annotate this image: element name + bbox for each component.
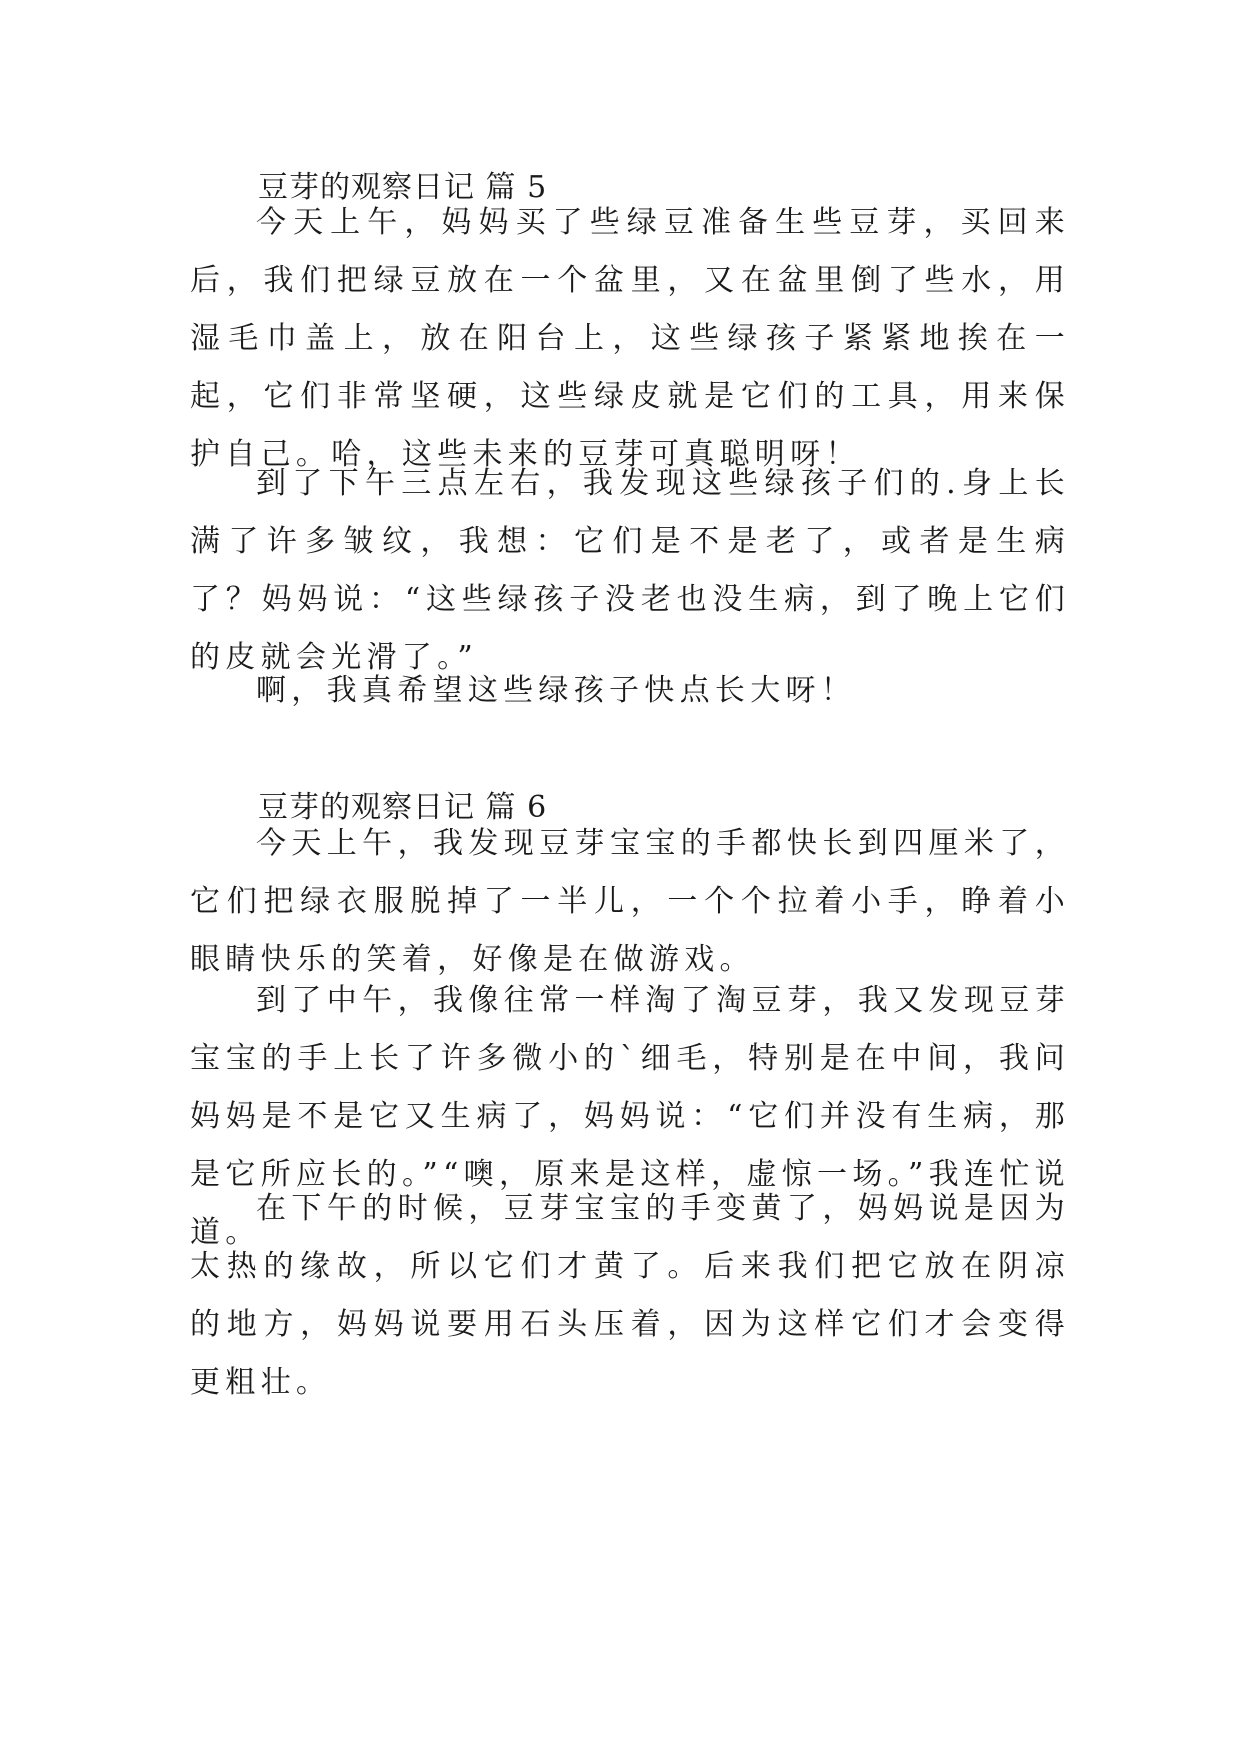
paragraph: 啊，我真希望这些绿孩子快点长大呀！	[256, 673, 857, 708]
paragraph: 今天上午，我发现豆芽宝宝的手都快长到四厘米了，它们把绿衣服脱掉了一半儿，一个个拉着小手，睁着小眼睛快乐的笑着，好像是在做游戏。	[190, 826, 1070, 977]
paragraph: 今天上午，妈妈买了些绿豆准备生些豆芽，买回来后，我们把绿豆放在一个盆里，又在盆里倒了些水，用湿毛巾盖上，放在阳台上，这些绿孩子紧紧地挨在一起，它们非常坚硬，这些绿皮就是它们的工具，用来保护自己。哈，这些未来的豆芽可真聪明呀！	[190, 205, 1070, 472]
paragraph: 到了中午，我像往常一样淘了淘豆芽，我又发现豆芽宝宝的手上长了许多微小的`细毛，特别是在中间，我问妈妈是不是它又生病了，妈妈说：“它们并没有生病，那是它所应长的。”“噢，原来是这样，虚惊一场。”我连忙说道。	[190, 983, 1070, 1250]
section-heading-5: 豆芽的观察日记 篇 5	[258, 170, 548, 205]
section-heading-6: 豆芽的观察日记 篇 6	[258, 790, 548, 825]
paragraph: 到了下午三点左右，我发现这些绿孩子们的.身上长满了许多皱纹，我想：它们是不是老了，或者是生病了？妈妈说：“这些绿孩子没老也没生病，到了晚上它们的皮就会光滑了。”	[190, 466, 1070, 675]
paragraph: 在下午的时候，豆芽宝宝的手变黄了，妈妈说是因为太热的缘故，所以它们才黄了。后来我们把它放在阴凉的地方，妈妈说要用石头压着，因为这样它们才会变得更粗壮。	[190, 1191, 1070, 1400]
